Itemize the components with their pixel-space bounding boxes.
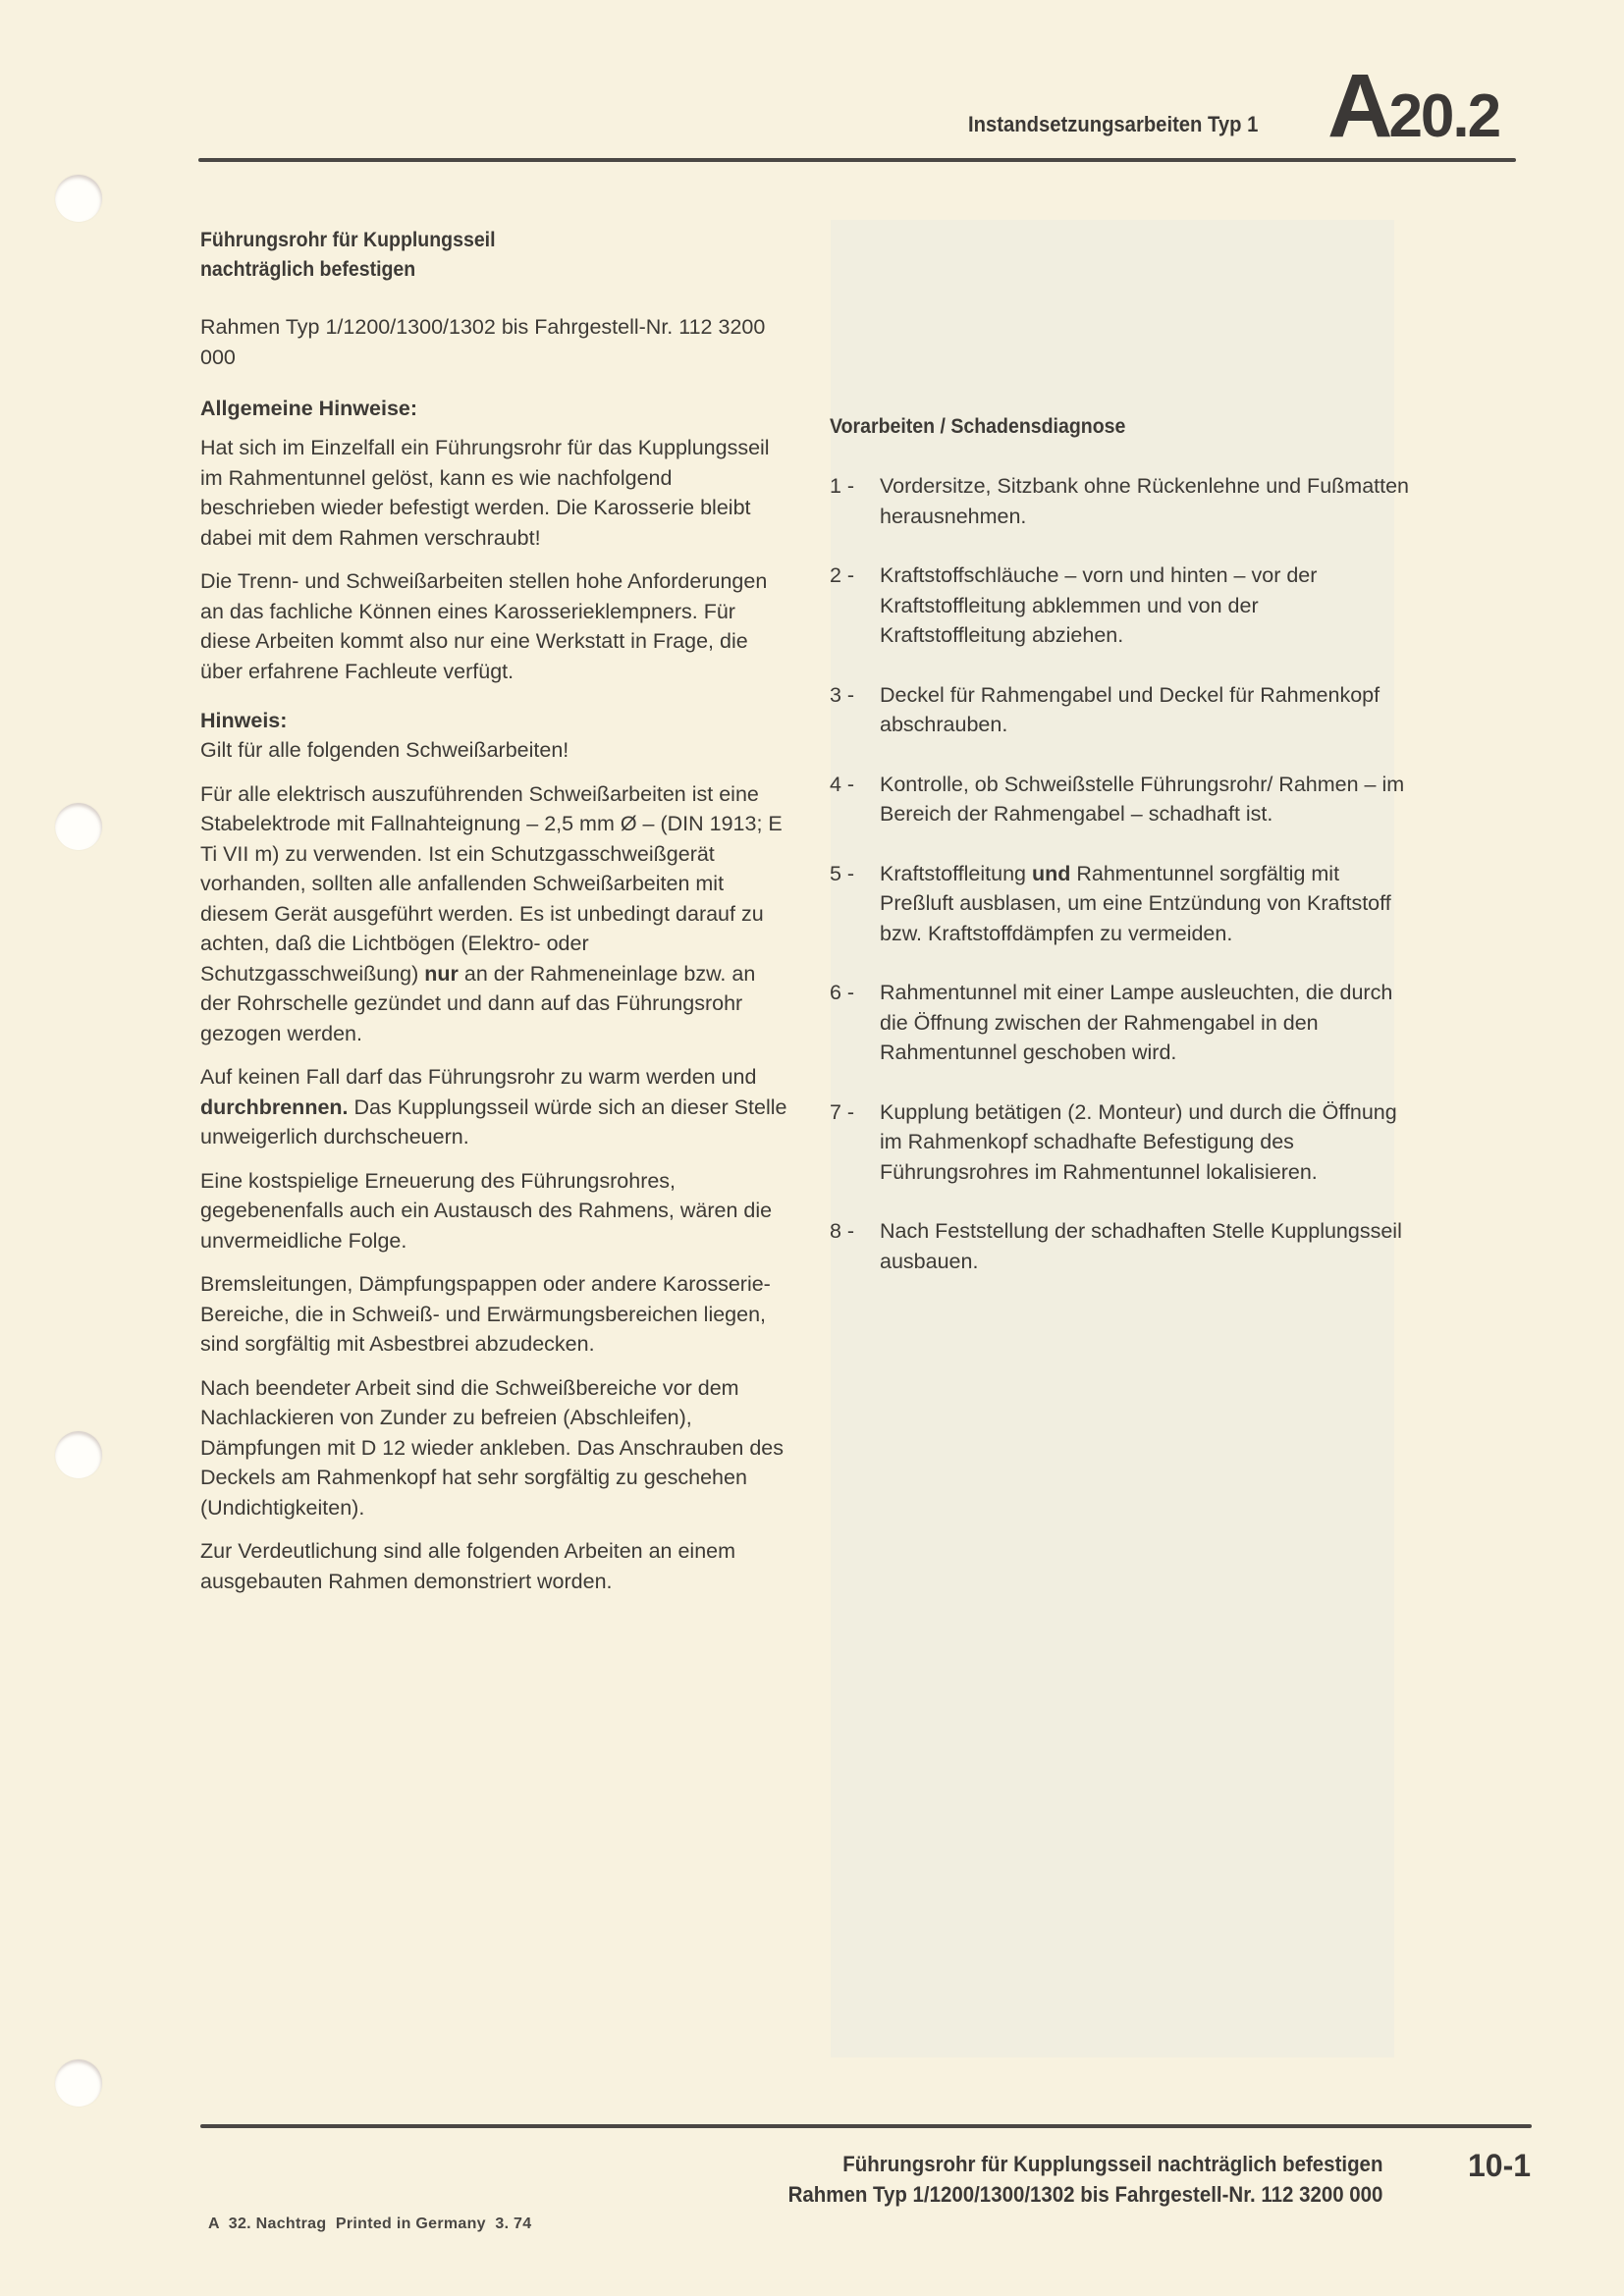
steps-heading: Vorarbeiten / Schadensdiagnose — [830, 415, 1126, 438]
applicability: Rahmen Typ 1/1200/1300/1302 bis Fahrgestell-Nr. 112 3200 000 — [200, 315, 766, 369]
step-number: 6 - — [830, 981, 855, 1004]
welding-paragraph — [200, 779, 789, 1049]
step-item — [830, 1097, 1409, 1188]
warning-paragraph — [200, 1062, 789, 1152]
text-run: Für alle elektrisch auszuführenden Schweißarbeiten ist eine Stabelektrode mit Fallnahteignung – 2,5 mm Ø – (DIN 1913; E Ti VII m) zu verwenden. Ist ein Schutzgasschweißgerät vorhanden, sollten alle anfallenden Schweißarbeiten mit diesem Gerät ausgeführt werden. Es ist unbedingt darauf zu achten, daß die Lichtbögen (Elektro- oder Schutzgasschweißung) — [200, 781, 783, 986]
text-run: Auf keinen Fall darf das Führungsrohr zu warm werden und — [200, 1065, 757, 1089]
general-paragraph-1: Hat sich im Einzelfall ein Führungsrohr für das Kupplungsseil im Rahmentunnel gelöst, kann es wie nachfolgend beschrieben wieder befestigt werden. Die Karosserie bleibt dabei mit dem Rahmen verschraubt! — [200, 436, 770, 550]
step-item — [830, 1216, 1409, 1276]
step-item — [830, 561, 1409, 651]
page-number: 10-1 — [1468, 2148, 1532, 2183]
punch-hole — [55, 803, 102, 850]
step-item — [830, 770, 1409, 829]
step-text — [880, 859, 1409, 949]
step-number: 5 - — [830, 861, 855, 885]
step-text: Vordersitze, Sitzbank ohne Rückenlehne und Fußmatten herausnehmen. — [880, 474, 1410, 528]
step-item — [830, 859, 1409, 949]
footer-title — [787, 2149, 1382, 2210]
right-column — [830, 412, 1409, 1306]
step-item — [830, 471, 1409, 531]
step-number: 8 - — [830, 1219, 855, 1243]
emphasis: und — [1031, 861, 1071, 885]
after-work-paragraph: Nach beendeter Arbeit sind die Schweißbereiche vor dem Nachlackieren von Zunder zu befreien (Abschleifen), Dämpfungen mit D 12 wieder ankleben. Das Anschrauben des Deckels am Rahmenkopf hat sehr sorgfältig zu geschehen (Undichtigkeiten). — [200, 1375, 784, 1520]
left-column — [200, 226, 789, 1610]
emphasis: durchbrennen. — [200, 1095, 349, 1119]
step-text: Rahmentunnel mit einer Lampe ausleuchten, die durch die Öffnung zwischen der Rahmengabel in den Rahmentunnel geschoben wird. — [880, 981, 1393, 1064]
footer-divider — [200, 2124, 1532, 2128]
cover-paragraph: Bremsleitungen, Dämpfungspappen oder andere Karosserie-Bereiche, die in Schweiß- und Erwärmungsbereichen liegen, sind sorgfältig mit Asbestbrei abzudecken. — [200, 1272, 771, 1356]
step-item — [830, 978, 1409, 1068]
section-code-letter: A — [1327, 56, 1389, 156]
section-code-number: 20.2 — [1388, 82, 1500, 150]
text-run: an der Rahmeneinlage bzw. an der Rohrschelle gezündet und dann auf das Führungsrohr gezogen werden. — [200, 961, 756, 1045]
note-heading: Hinweis: — [200, 709, 288, 732]
text-run: Das Kupplungsseil würde sich an dieser Stelle unweigerlich durchscheuern. — [200, 1095, 787, 1148]
footer-title-line2: Rahmen Typ 1/1200/1300/1302 bis Fahrgestell-Nr. 112 3200 000 — [787, 2182, 1382, 2207]
cost-paragraph: Eine kostspielige Erneuerung des Führungsrohres, gegebenenfalls auch ein Austausch des Rahmens, wären die unvermeidliche Folge. — [200, 1168, 773, 1253]
step-number: 7 - — [830, 1099, 855, 1124]
text-run: Kraftstoffleitung — [880, 861, 1032, 885]
punch-hole — [55, 2059, 102, 2107]
step-number: 3 - — [830, 682, 855, 707]
steps-list — [830, 471, 1409, 1276]
document-title-line1: Führungsrohr für Kupplungsseil — [200, 229, 496, 251]
step-text: Kontrolle, ob Schweißstelle Führungsrohr/ Rahmen – im Bereich der Rahmengabel – schadhaft ist. — [880, 772, 1405, 826]
general-paragraph-2: Die Trenn- und Schweißarbeiten stellen hohe Anforderungen an das fachliche Können eines Karosserieklempners. Für diese Arbeiten kommt also nur eine Werkstatt in Frage, die über erfahrene Fachleute verfügt. — [200, 569, 768, 683]
document-title-line2: nachträglich befestigen — [200, 258, 416, 281]
step-number: 2 - — [830, 563, 855, 587]
imprint: A 32. Nachtrag Printed in Germany 3. 74 — [208, 2216, 532, 2232]
punch-hole — [55, 1431, 102, 1478]
section-title: Instandsetzungsarbeiten Typ 1 — [968, 112, 1259, 136]
emphasis: nur — [424, 961, 459, 986]
step-number: 4 - — [830, 772, 855, 796]
step-text: Deckel für Rahmengabel und Deckel für Rahmenkopf abschrauben. — [880, 682, 1380, 736]
header-divider — [198, 158, 1516, 162]
demonstration-paragraph: Zur Verdeutlichung sind alle folgenden Arbeiten an einem ausgebauten Rahmen demonstriert worden. — [200, 1539, 736, 1593]
step-item — [830, 680, 1409, 740]
step-number: 1 - — [830, 474, 855, 498]
general-heading: Allgemeine Hinweise: — [200, 397, 418, 420]
step-text: Kupplung betätigen (2. Monteur) und durch die Öffnung im Rahmenkopf schadhafte Befestigung des Führungsrohres im Rahmentunnel lokalisieren. — [880, 1099, 1397, 1184]
note-line: Gilt für alle folgenden Schweißarbeiten! — [200, 738, 569, 762]
footer-title-line1: Führungsrohr für Kupplungsseil nachträglich befestigen — [841, 2152, 1382, 2176]
punch-hole — [55, 175, 102, 222]
step-text: Nach Feststellung der schadhaften Stelle Kupplungsseil ausbauen. — [880, 1219, 1402, 1273]
section-code — [1327, 56, 1500, 156]
text-run: Rahmentunnel sorgfältig mit Preßluft ausblasen, um eine Entzündung von Kraftstoff bzw. Kraftstoffdämpfen zu vermeiden. — [880, 861, 1391, 945]
step-text: Kraftstoffschläuche – vorn und hinten – vor der Kraftstoffleitung abklemmen und von der Kraftstoffleitung abziehen. — [880, 563, 1318, 647]
